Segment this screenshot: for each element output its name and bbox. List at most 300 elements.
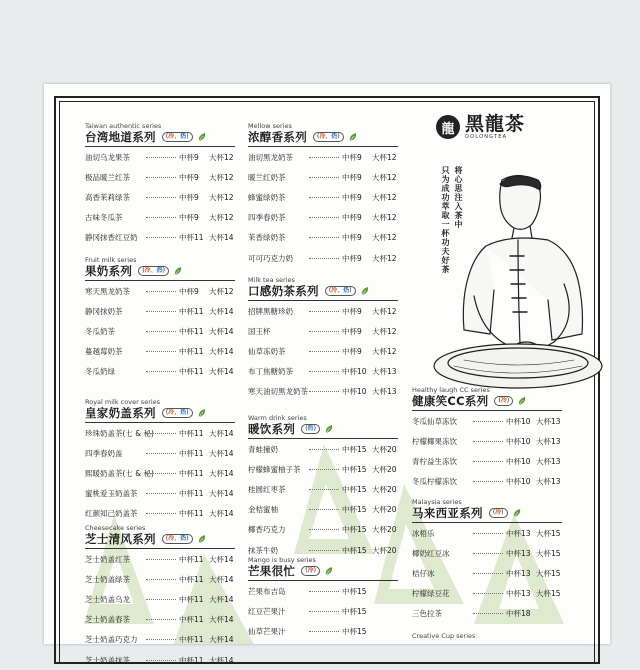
item-name: 熙暖奶盖茶(七 & 秘) — [85, 468, 154, 478]
dotted-leader — [146, 197, 176, 198]
leaf-icon — [517, 396, 527, 406]
medium-cup-price: 中杯11 — [179, 326, 204, 336]
section-header — [85, 406, 255, 420]
large-cup-price: 大杯20 — [372, 484, 397, 494]
dotted-leader — [146, 311, 176, 312]
section-english-title: Creative Cup series — [412, 632, 476, 640]
item-name: 芝士奶盖绿茶 — [85, 574, 130, 584]
medium-cup-price: 中杯11 — [179, 635, 204, 645]
dotted-leader — [309, 631, 339, 632]
section-english-title: Malaysia series — [412, 498, 462, 506]
leaf-icon — [324, 566, 334, 576]
medium-cup-price: 中杯10 — [506, 436, 531, 446]
item-name: 高香茉莉绿茶 — [85, 192, 130, 202]
section-header — [248, 130, 418, 144]
item-name: 桂圆红枣茶 — [248, 484, 286, 494]
menu-item-row — [412, 411, 582, 431]
section-title: 果奶系列 — [85, 264, 133, 278]
large-cup-price: 大杯14 — [209, 428, 234, 438]
dotted-leader — [473, 613, 503, 614]
hot-label: 热 — [343, 287, 350, 294]
menu-item-row — [85, 463, 255, 483]
dotted-leader — [146, 619, 176, 620]
medium-cup-price: 中杯11 — [179, 428, 204, 438]
menu-item-row — [85, 362, 255, 382]
section-english-title: Royal milk cover series — [85, 398, 161, 406]
large-cup-price: 大杯20 — [372, 545, 397, 555]
large-cup-price: 大杯12 — [209, 192, 234, 202]
dotted-leader — [309, 217, 339, 218]
menu-item-row — [248, 248, 418, 268]
medium-cup-price: 中杯10 — [506, 416, 531, 426]
menu-item-row — [412, 604, 582, 624]
medium-cup-price: 中杯9 — [342, 213, 362, 223]
dotted-leader — [473, 573, 503, 574]
dotted-leader — [146, 660, 176, 661]
medium-cup-price: 中杯9 — [342, 233, 362, 243]
dotted-leader — [146, 177, 176, 178]
menu-item-row — [412, 543, 582, 563]
section-english-title: Mellow series — [248, 122, 292, 130]
dotted-leader — [146, 237, 176, 238]
section-header — [412, 506, 582, 520]
large-cup-price: 大杯12 — [372, 326, 397, 336]
dotted-leader — [309, 258, 339, 259]
large-cup-price: 大杯13 — [536, 416, 561, 426]
large-cup-price: 大杯12 — [372, 172, 397, 182]
large-cup-price: 大杯12 — [372, 192, 397, 202]
medium-cup-price: 中杯15 — [342, 444, 367, 454]
dotted-leader — [146, 351, 176, 352]
temperature-tag: (冷、热) — [313, 132, 344, 142]
item-name: 仙草芒果汁 — [248, 626, 286, 636]
section-english-title: Healthy laugh CC series — [412, 386, 490, 394]
menu-item-row — [248, 228, 418, 248]
dotted-leader — [146, 639, 176, 640]
menu-item-row — [85, 147, 255, 167]
section-title: 暖饮系列 — [248, 422, 296, 436]
menu-item-row — [85, 610, 255, 630]
cold-label: 冷 — [144, 267, 151, 274]
item-name: 寒天油切黑龙奶茶 — [248, 387, 308, 397]
menu-item-row — [412, 563, 582, 583]
leaf-icon — [512, 508, 522, 518]
menu-item-row — [85, 187, 255, 207]
dotted-leader — [309, 311, 339, 312]
item-name: 抹茶牛奶 — [248, 545, 278, 555]
section-header — [85, 532, 255, 546]
dotted-leader — [309, 469, 339, 470]
hot-label: 热 — [180, 133, 187, 140]
item-name: 古味冬瓜茶 — [85, 213, 123, 223]
item-name: 青柠益生冻饮 — [412, 456, 457, 466]
dotted-leader — [309, 391, 339, 392]
large-cup-price: 大杯20 — [372, 525, 397, 535]
large-cup-price: 大杯14 — [209, 448, 234, 458]
dotted-leader — [309, 351, 339, 352]
medium-cup-price: 中杯11 — [179, 448, 204, 458]
large-cup-price: 大杯12 — [209, 286, 234, 296]
menu-item-row — [85, 484, 255, 504]
dotted-leader — [309, 529, 339, 530]
medium-cup-price: 中杯15 — [342, 464, 367, 474]
dotted-leader — [473, 533, 503, 534]
leaf-icon — [197, 132, 207, 142]
temperature-tag: (冷) — [301, 566, 320, 576]
temperature-tag: (冷) — [494, 396, 513, 406]
section-header — [412, 394, 582, 408]
cold-label: 冷 — [307, 567, 314, 574]
item-name: 可可巧克力奶 — [248, 253, 293, 263]
menu-section — [85, 524, 255, 670]
item-name: 柠檬蜂蜜柚子茶 — [248, 464, 301, 474]
item-name: 蜂蜜绿奶茶 — [248, 192, 286, 202]
item-name: 静冈抹香红豆奶 — [85, 233, 138, 243]
temperature-tag: (冷、热) — [162, 132, 193, 142]
menu-item-row — [248, 459, 418, 479]
medium-cup-price: 中杯9 — [342, 152, 362, 162]
large-cup-price: 大杯14 — [209, 489, 234, 499]
section-title: 马来西亚系列 — [412, 506, 483, 520]
menu-item-row — [248, 301, 418, 321]
large-cup-price: 大杯14 — [209, 509, 234, 519]
menu-item-row — [248, 601, 418, 621]
menu-item-row — [248, 187, 418, 207]
hot-label: 热 — [307, 425, 314, 432]
item-name: 布丁焦糖奶茶 — [248, 367, 293, 377]
menu-item-row — [85, 342, 255, 362]
menu-item-row — [248, 520, 418, 540]
medium-cup-price: 中杯11 — [179, 306, 204, 316]
medium-cup-price: 中杯9 — [342, 192, 362, 202]
medium-cup-price: 中杯15 — [342, 505, 367, 515]
item-name: 芝士奶盖乌龙 — [85, 594, 130, 604]
section-title: 芒果很忙 — [248, 564, 296, 578]
medium-cup-price: 中杯9 — [179, 286, 199, 296]
medium-cup-price: 中杯11 — [179, 574, 204, 584]
menu-section — [248, 276, 418, 402]
dotted-leader — [146, 579, 176, 580]
item-name: 芝士奶盖抹茶 — [85, 655, 130, 665]
large-cup-price: 大杯13 — [536, 436, 561, 446]
menu-item-row — [412, 431, 582, 451]
dotted-leader — [309, 331, 339, 332]
menu-section — [412, 632, 582, 654]
dragon-seal-icon: 龍 — [436, 115, 460, 139]
medium-cup-price: 中杯13 — [506, 568, 531, 578]
temperature-tag: (热) — [301, 424, 320, 434]
medium-cup-price: 中杯11 — [179, 509, 204, 519]
menu-item-row — [248, 167, 418, 187]
large-cup-price: 大杯13 — [536, 456, 561, 466]
dotted-leader — [146, 217, 176, 218]
menu-item-row — [248, 581, 418, 601]
dotted-leader — [473, 461, 503, 462]
menu-item-row — [248, 500, 418, 520]
large-cup-price: 大杯13 — [372, 367, 397, 377]
section-header — [85, 264, 255, 278]
section-header — [412, 640, 582, 654]
large-cup-price: 大杯12 — [372, 346, 397, 356]
large-cup-price: 大杯15 — [536, 528, 561, 538]
menu-item-row — [85, 208, 255, 228]
item-name: 茉香绿奶茶 — [248, 233, 286, 243]
medium-cup-price: 中杯15 — [342, 525, 367, 535]
section-header — [248, 422, 418, 436]
temperature-tag: (冷、热) — [162, 408, 193, 418]
menu-item-row — [85, 167, 255, 187]
dotted-leader — [473, 481, 503, 482]
section-header — [248, 564, 418, 578]
menu-item-row — [85, 443, 255, 463]
menu-item-row — [412, 472, 582, 492]
menu-item-row — [248, 362, 418, 382]
item-name: 柠檬椰果冻饮 — [412, 436, 457, 446]
medium-cup-price: 中杯9 — [179, 172, 199, 182]
menu-item-row — [248, 321, 418, 341]
medium-cup-price: 中杯11 — [179, 655, 204, 665]
item-name: 四季春奶茶 — [248, 213, 286, 223]
menu-item-row — [248, 621, 418, 641]
medium-cup-price: 中杯9 — [342, 306, 362, 316]
section-title: 口感奶茶系列 — [248, 284, 319, 298]
menu-item-row — [85, 321, 255, 341]
section-title: 皇家奶盖系列 — [85, 406, 156, 420]
menu-item-row — [248, 479, 418, 499]
menu-item-row — [85, 569, 255, 589]
large-cup-price: 大杯15 — [536, 568, 561, 578]
medium-cup-price: 中杯13 — [506, 589, 531, 599]
dotted-leader — [473, 553, 503, 554]
large-cup-price: 大杯14 — [209, 233, 234, 243]
menu-item-row — [85, 549, 255, 569]
large-cup-price: 大杯13 — [372, 387, 397, 397]
dotted-leader — [309, 157, 339, 158]
section-title: 浓醇香系列 — [248, 130, 307, 144]
hot-label: 热 — [180, 409, 187, 416]
section-title: 芝士清风系列 — [85, 532, 156, 546]
large-cup-price: 大杯14 — [209, 655, 234, 665]
medium-cup-price: 中杯9 — [342, 326, 362, 336]
large-cup-price: 大杯14 — [209, 367, 234, 377]
large-cup-price: 大杯14 — [209, 594, 234, 604]
menu-section — [248, 414, 418, 560]
item-name: 柠檬绿豆花 — [412, 589, 450, 599]
medium-cup-price: 中杯11 — [179, 468, 204, 478]
medium-cup-price: 中杯10 — [342, 367, 367, 377]
medium-cup-price: 中杯11 — [179, 615, 204, 625]
menu-item-row — [412, 523, 582, 543]
cold-label: 冷 — [331, 287, 338, 294]
section-english-title: Fruit milk series — [85, 256, 137, 264]
menu-section — [412, 498, 582, 624]
large-cup-price: 大杯14 — [209, 615, 234, 625]
dotted-leader — [146, 453, 176, 454]
section-english-title: Warm drink series — [248, 414, 307, 422]
item-name: 极品暖兰红茶 — [85, 172, 130, 182]
dotted-leader — [309, 591, 339, 592]
item-name: 金桔蜜柚 — [248, 505, 278, 515]
medium-cup-price: 中杯15 — [342, 626, 367, 636]
leaf-icon — [197, 534, 207, 544]
dotted-leader — [146, 291, 176, 292]
item-name: 芝士奶盖巧克力 — [85, 635, 138, 645]
item-name: 椰香巧克力 — [248, 525, 286, 535]
dotted-leader — [309, 509, 339, 510]
menu-section — [85, 398, 255, 524]
item-name: 四季春奶盖 — [85, 448, 123, 458]
menu-item-row — [248, 341, 418, 361]
dotted-leader — [309, 197, 339, 198]
item-name: 桔仔冰 — [412, 568, 435, 578]
large-cup-price: 大杯14 — [209, 554, 234, 564]
item-name: 冬瓜柠檬冻饮 — [412, 477, 457, 487]
menu-item-row — [85, 281, 255, 301]
medium-cup-price: 中杯10 — [506, 477, 531, 487]
menu-item-row — [412, 584, 582, 604]
section-english-title: Cheesecake series — [85, 524, 146, 532]
menu-item-row — [248, 208, 418, 228]
leaf-icon — [324, 424, 334, 434]
menu-item-row — [412, 451, 582, 471]
dotted-leader — [146, 473, 176, 474]
large-cup-price: 大杯14 — [209, 635, 234, 645]
medium-cup-price: 中杯18 — [506, 609, 531, 619]
section-english-title: Milk tea series — [248, 276, 295, 284]
medium-cup-price: 中杯15 — [342, 484, 367, 494]
temperature-tag: (冷) — [489, 508, 508, 518]
dotted-leader — [309, 611, 339, 612]
item-name: 冬瓜仙草冻饮 — [412, 416, 457, 426]
large-cup-price: 大杯14 — [209, 468, 234, 478]
medium-cup-price: 中杯11 — [179, 347, 204, 357]
menu-item-row — [248, 382, 418, 402]
medium-cup-price: 中杯13 — [506, 548, 531, 558]
medium-cup-price: 中杯9 — [179, 213, 199, 223]
menu-item-row — [85, 589, 255, 609]
item-name: 冬瓜奶绿 — [85, 367, 115, 377]
large-cup-price: 大杯12 — [372, 152, 397, 162]
large-cup-price: 大杯14 — [209, 347, 234, 357]
large-cup-price: 大杯14 — [209, 574, 234, 584]
hot-label: 热 — [156, 267, 163, 274]
medium-cup-price: 中杯9 — [342, 172, 362, 182]
cold-label: 冷 — [500, 397, 507, 404]
leaf-icon — [360, 286, 370, 296]
dotted-leader — [309, 489, 339, 490]
large-cup-price: 大杯14 — [209, 306, 234, 316]
item-name: 冰梧乐 — [412, 528, 435, 538]
item-name: 油切乌龙果茶 — [85, 152, 130, 162]
medium-cup-price: 中杯9 — [342, 346, 362, 356]
dotted-leader — [309, 449, 339, 450]
item-name: 红颜知己奶盖茶 — [85, 509, 138, 519]
item-name: 国王杯 — [248, 326, 271, 336]
section-english-title: Mango is busy series — [248, 556, 316, 564]
menu-item-row — [248, 147, 418, 167]
medium-cup-price: 中杯10 — [342, 387, 367, 397]
large-cup-price: 大杯13 — [536, 477, 561, 487]
dotted-leader — [473, 421, 503, 422]
medium-cup-price: 中杯11 — [179, 489, 204, 499]
large-cup-price: 大杯12 — [209, 213, 234, 223]
dotted-leader — [146, 493, 176, 494]
item-name: 蜜桃爱玉奶盖茶 — [85, 489, 138, 499]
large-cup-price: 大杯12 — [372, 213, 397, 223]
slogan-line-1: 将心思注入茶中 — [454, 166, 463, 229]
menu-section — [248, 122, 418, 268]
large-cup-price: 大杯12 — [209, 172, 234, 182]
item-name: 芝士奶盖红茶 — [85, 554, 130, 564]
medium-cup-price: 中杯10 — [506, 456, 531, 466]
item-name: 仙草冻奶茶 — [248, 346, 286, 356]
hot-label: 热 — [331, 133, 338, 140]
dotted-leader — [146, 157, 176, 158]
large-cup-price: 大杯20 — [372, 505, 397, 515]
menu-section — [85, 122, 255, 248]
cold-label: 冷 — [168, 133, 175, 140]
hot-label: 热 — [180, 535, 187, 542]
item-name: 蔓越莓奶茶 — [85, 347, 123, 357]
menu-item-row — [85, 630, 255, 650]
medium-cup-price: 中杯15 — [342, 586, 367, 596]
item-name: 珍珠奶盖茶(七 & 秘) — [85, 428, 154, 438]
leaf-icon — [173, 266, 183, 276]
item-name: 暖兰红奶茶 — [248, 172, 286, 182]
menu-section — [412, 386, 582, 492]
cold-label: 冷 — [319, 133, 326, 140]
large-cup-price: 大杯15 — [536, 589, 561, 599]
item-name: 静冈抹奶茶 — [85, 306, 123, 316]
menu-item-row — [85, 423, 255, 443]
dotted-leader — [146, 599, 176, 600]
brand-subtitle: OOLONGTEA — [465, 134, 508, 140]
item-name: 三色拉茶 — [412, 609, 442, 619]
menu-item-row — [85, 504, 255, 524]
section-header — [85, 130, 255, 144]
medium-cup-price: 中杯11 — [179, 594, 204, 604]
large-cup-price: 大杯20 — [372, 464, 397, 474]
item-name: 油切黑龙奶茶 — [248, 152, 293, 162]
medium-cup-price: 中杯13 — [506, 528, 531, 538]
leaf-icon — [197, 408, 207, 418]
item-name: 芒果布吉岛 — [248, 586, 286, 596]
cold-label: 冷 — [495, 509, 502, 516]
medium-cup-price: 中杯15 — [342, 606, 367, 616]
dotted-leader — [146, 371, 176, 372]
medium-cup-price: 中杯9 — [179, 192, 199, 202]
cold-label: 冷 — [168, 409, 175, 416]
temperature-tag: (冷、热) — [162, 534, 193, 544]
item-name: 冬瓜奶茶 — [85, 326, 115, 336]
item-name: 椰奶红豆冰 — [412, 548, 450, 558]
slogan-line-2: 只为成功萃取一杯功夫好茶 — [441, 166, 450, 274]
dotted-leader — [146, 433, 176, 434]
medium-cup-price: 中杯9 — [179, 152, 199, 162]
item-name: 寒天黑龙奶茶 — [85, 286, 130, 296]
medium-cup-price: 中杯9 — [342, 253, 362, 263]
brand-name: 黑龍茶 — [465, 113, 526, 135]
brand-logo — [436, 114, 525, 140]
menu-item-row — [85, 228, 255, 248]
dotted-leader — [146, 559, 176, 560]
menu-section — [248, 556, 418, 642]
large-cup-price: 大杯12 — [209, 152, 234, 162]
medium-cup-price: 中杯11 — [179, 367, 204, 377]
temperature-tag: (冷、热) — [138, 266, 169, 276]
section-english-title: Taiwan authentic series — [85, 122, 162, 130]
item-name: 招牌黑糖珍奶 — [248, 306, 293, 316]
